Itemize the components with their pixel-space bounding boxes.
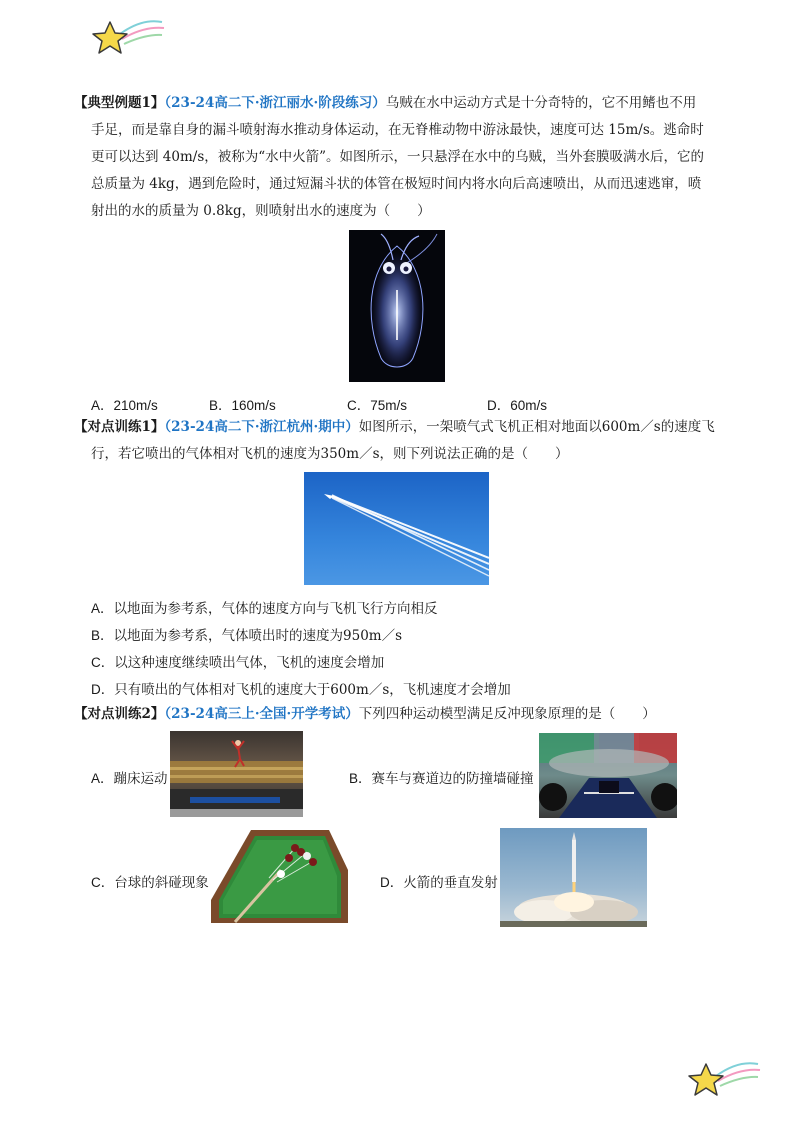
q2-option-c[interactable]: C．以这种速度继续喷出气体，飞机的速度会增加 — [91, 655, 385, 671]
q1-source: （23-24高二下·浙江丽水·阶段练习） — [164, 95, 386, 111]
q2-text-1: 如图所示，一架喷气式飞机正相对地面以600m／s的速度飞 — [358, 419, 715, 435]
q1-line-1 — [74, 90, 696, 117]
rocket-launch-photo — [500, 828, 647, 927]
q3-option-b[interactable]: B．赛车与赛道边的防撞墙碰撞 — [349, 771, 534, 787]
q2-option-b[interactable]: B．以地面为参考系，气体喷出时的速度为950m／s — [91, 628, 403, 644]
q1-option-b[interactable]: B．160m/s — [209, 398, 276, 413]
q2-tag: 【对点训练1】 — [74, 419, 165, 435]
q2-option-a[interactable]: A．以地面为参考系，气体的速度方向与飞机飞行方向相反 — [91, 601, 438, 617]
q3-option-a[interactable]: A．蹦床运动 — [91, 771, 168, 787]
q1-option-c[interactable]: C．75m/s — [347, 398, 408, 413]
race-car-crash-photo — [539, 733, 677, 818]
q1-option-d[interactable]: D．60m/s — [487, 398, 548, 413]
q2-option-d[interactable]: D．只有喷出的气体相对飞机的速度大于600m／s，飞机速度才会增加 — [91, 682, 511, 698]
squid-photo — [349, 230, 445, 382]
q1-line-5: 射出的水的质量为 0.8kg，则喷射出水的速度为（ ） — [91, 203, 431, 219]
star-decoration-top-icon — [90, 14, 170, 58]
q1-line-3: 更可以达到 40m/s，被称为“水中火箭”。如图所示，一只悬浮在水中的乌贼，当外套膜吸满水后，它的 — [91, 149, 705, 165]
q2-line-1 — [74, 414, 715, 441]
q2-source: （23-24高二下·浙江杭州·期中） — [164, 419, 359, 435]
q1-tag: 【典型例题1】 — [74, 95, 165, 111]
q1-text-1: 乌贼在水中运动方式是十分奇特的，它不用鳍也不用 — [385, 95, 697, 111]
q3-option-d[interactable]: D．火箭的垂直发射 — [380, 875, 498, 891]
trampoline-photo — [170, 731, 303, 817]
q3-option-c[interactable]: C．台球的斜碰现象 — [91, 875, 209, 891]
q3-source: （23-24高三上·全国·开学考试） — [164, 706, 359, 722]
billiards-photo — [211, 830, 348, 923]
q1-option-a[interactable]: A．210m/s — [91, 398, 158, 413]
q2-line-2: 行，若它喷出的气体相对飞机的速度为350m／s，则下列说法正确的是（ ） — [91, 446, 569, 462]
q1-line-2: 手足，而是靠自身的漏斗喷射海水推动身体运动，在无脊椎动物中游泳最快，速度可达 15m/s。逃命时 — [91, 122, 704, 138]
jet-contrail-photo — [304, 472, 489, 585]
q1-line-4: 总质量为 4kg，遇到危险时，通过短漏斗状的体管在极短时间内将水向后高速喷出，从而迅速逃窜，喷 — [91, 176, 702, 192]
star-decoration-bottom-icon — [686, 1056, 766, 1100]
q3-line-1 — [74, 701, 656, 728]
q3-tag: 【对点训练2】 — [74, 706, 165, 722]
q3-text-1: 下列四种运动模型满足反冲现象原理的是（ ） — [358, 706, 656, 722]
